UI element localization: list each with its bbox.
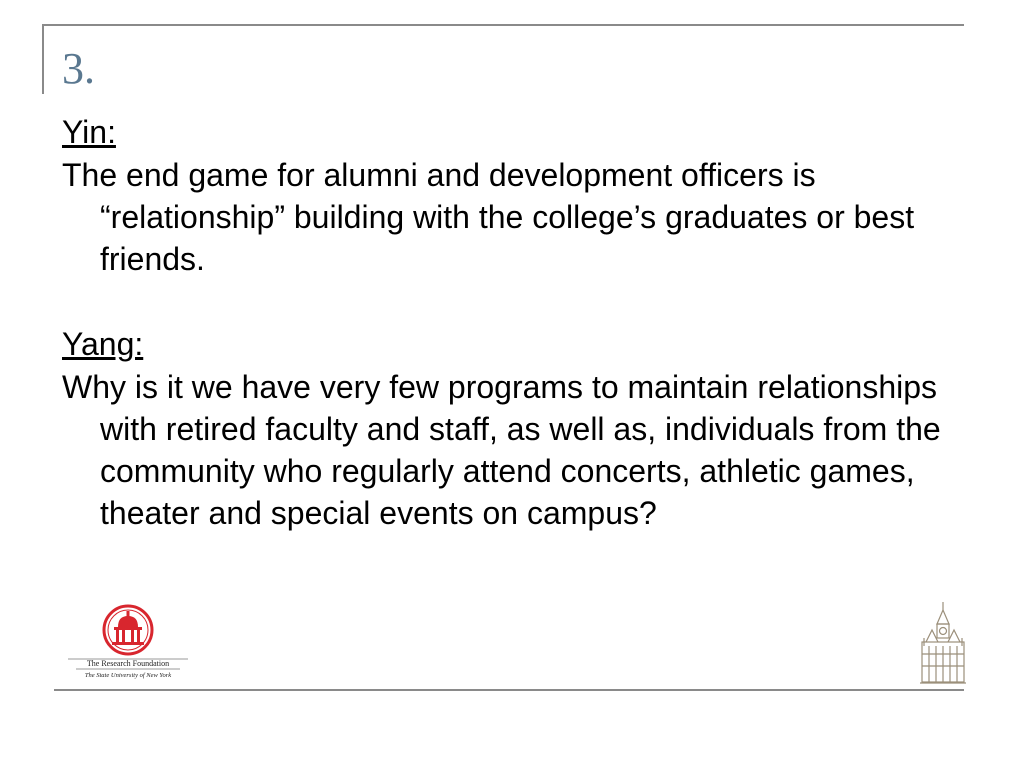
yang-paragraph: Why is it we have very few programs to maintain relationships with retired faculty and staff, as well as, individuals from the community who regularly attend concerts, athletic games, theater and special events on campus? <box>62 369 941 531</box>
slide-frame-left-rule <box>42 24 44 94</box>
yang-heading: Yang: <box>62 326 144 362</box>
capitol-seal-icon <box>104 606 152 654</box>
research-foundation-logo <box>62 603 194 683</box>
clock-tower-icon <box>920 602 966 683</box>
logo-subname: The State University of New York <box>84 672 172 679</box>
logo-name: The Research Foundation <box>86 659 170 668</box>
slide-frame-top-rule <box>42 24 964 26</box>
yin-paragraph: The end game for alumni and development officers is “relationship” building with the college’s graduates or best friends. <box>62 157 915 277</box>
yin-heading: Yin: <box>62 114 116 150</box>
campus-building-sketch <box>918 600 968 686</box>
slide-title: 3. <box>62 44 95 93</box>
section-spacer <box>62 280 974 322</box>
slide-frame-bottom-rule <box>54 689 964 691</box>
slide-body <box>62 110 974 534</box>
